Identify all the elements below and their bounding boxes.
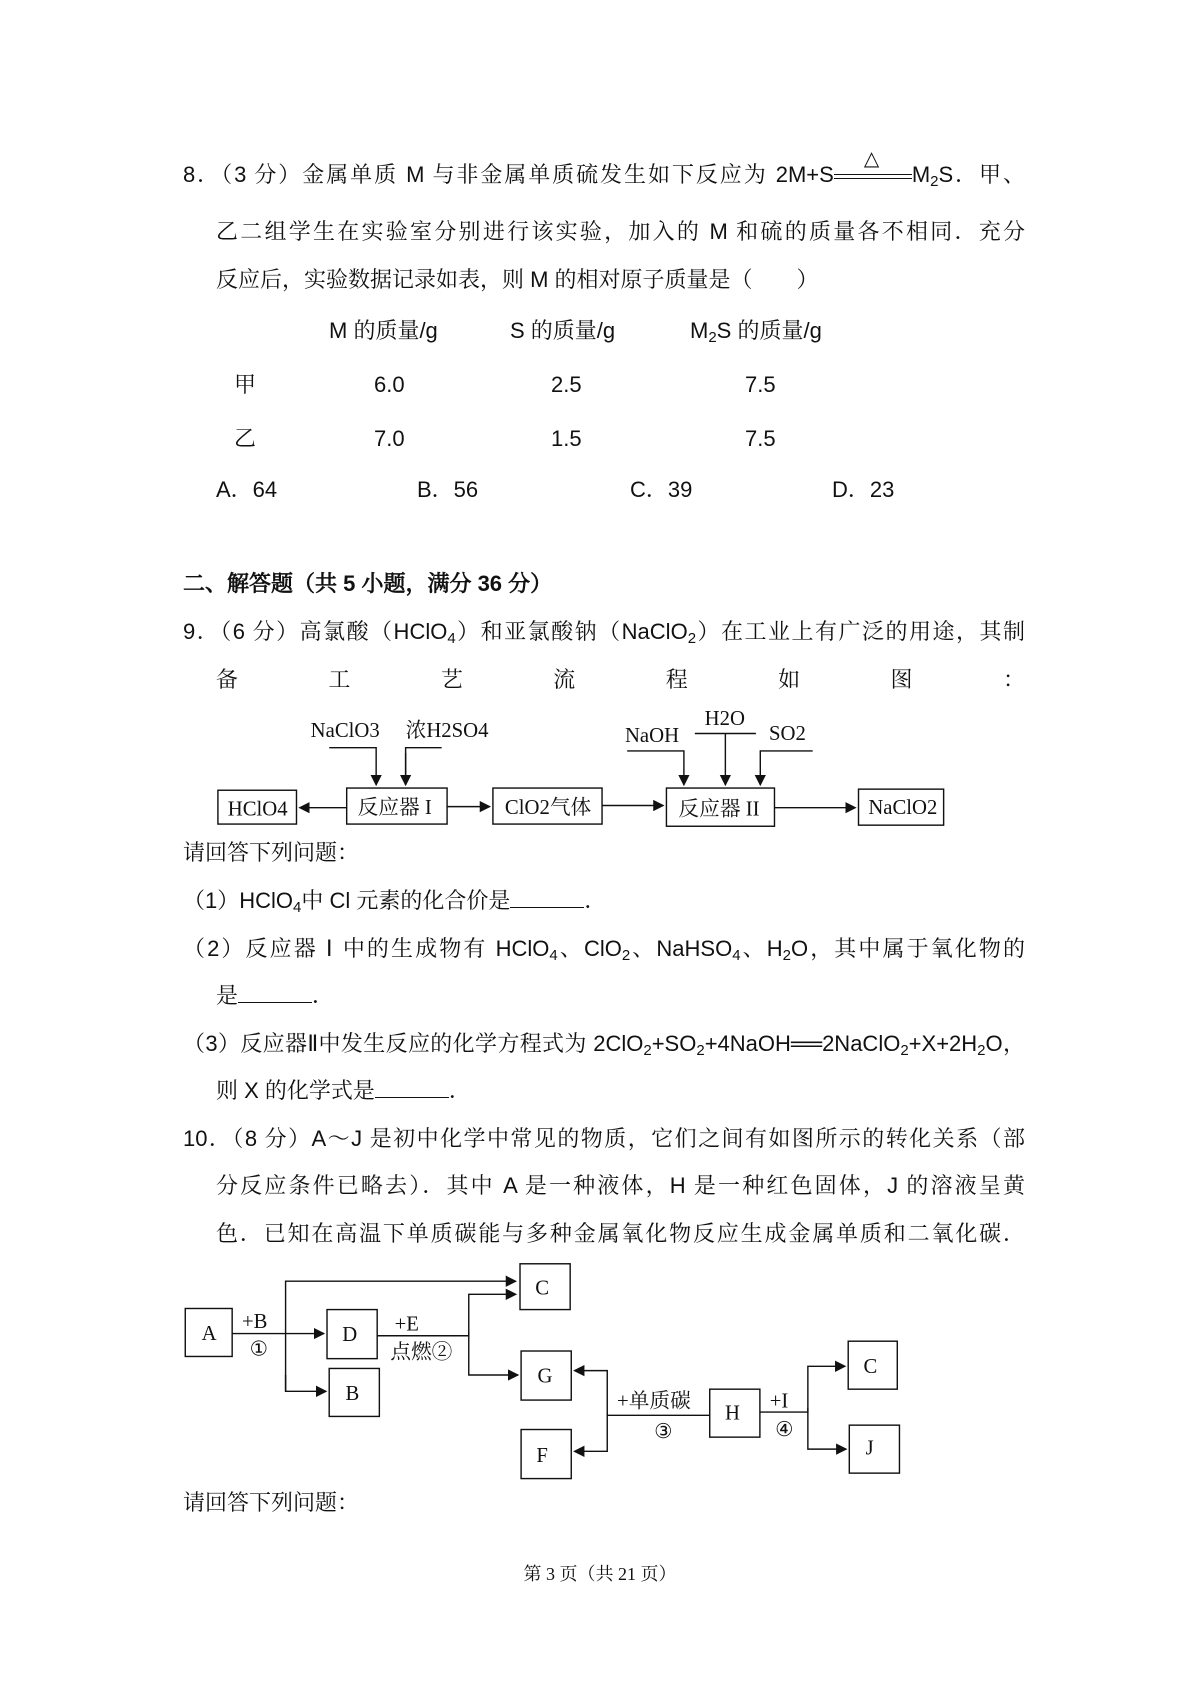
answer-blank	[510, 887, 584, 908]
subscript: 2	[696, 1042, 705, 1059]
char: 工	[328, 667, 351, 692]
node-label: ClO2气体	[504, 797, 592, 820]
subscript: 4	[447, 630, 456, 647]
text-segment: 则 X 的化学式是	[216, 1078, 375, 1103]
text-segment: ．	[312, 983, 335, 1008]
option-d: D．23	[832, 477, 895, 502]
node-label: H	[725, 1402, 740, 1425]
row-label: 甲	[234, 372, 257, 397]
text-segment: O，其中属于氧化物的	[790, 936, 1025, 961]
subscript: 2	[782, 947, 791, 964]
q8-line2: 乙二组学生在实验室分别进行该实验，加入的 M 和硫的质量各不相同．充分	[216, 219, 1025, 244]
text-segment: 是	[216, 983, 239, 1008]
node-label: J	[865, 1437, 874, 1460]
input-label: H2O	[704, 707, 745, 730]
reaction-number: ④	[775, 1419, 794, 1442]
answer-blank	[238, 982, 312, 1003]
node-label: B	[345, 1383, 360, 1406]
text-segment: （2）反应器 Ⅰ 中的生成物有 HClO	[183, 936, 550, 961]
reaction-label: +E	[394, 1313, 419, 1336]
arrow	[286, 1375, 326, 1391]
header-text: M	[690, 318, 709, 343]
q9-line2	[216, 665, 1025, 695]
subscript: 4	[732, 947, 741, 964]
text-segment: 中 Cl 元素的化合价是	[301, 888, 511, 913]
subscript: 2	[900, 1042, 909, 1059]
char: ：	[1002, 667, 1025, 692]
q10-line1: 10．（8 分）A～J 是初中化学中常见的物质，它们之间有如图所示的转化关系（部	[183, 1126, 1025, 1151]
option-c: C．39	[630, 477, 693, 502]
q10-prompt: 请回答下列问题：	[183, 1490, 360, 1515]
section-heading: 二、解答题（共 5 小题，满分 36 分）	[183, 571, 553, 596]
reaction-label: +单质碳	[617, 1390, 691, 1413]
q8-line3: 反应后，实验数据记录如表，则 M 的相对原子质量是（ ）	[216, 267, 819, 292]
option-b: B．56	[417, 477, 479, 502]
node-label: C	[863, 1355, 878, 1378]
node-label: G	[537, 1365, 553, 1388]
arrow	[808, 1408, 846, 1449]
reaction-number: ①	[249, 1338, 269, 1361]
text-segment: ．	[448, 1078, 471, 1103]
cell-s: 1.5	[551, 426, 582, 451]
arrow	[469, 1331, 518, 1375]
subscript: 4	[549, 947, 558, 964]
reaction-label: +B	[241, 1311, 268, 1334]
reaction-label: 点燃②	[390, 1341, 453, 1364]
q10-line3: 色．已知在高温下单质碳能与多种金属氧化物反应生成金属单质和二氧化碳．	[216, 1221, 1025, 1246]
answer-blank	[375, 1077, 449, 1098]
node-label: NaClO2	[868, 797, 938, 820]
text-segment: +4NaOH══2NaClO	[704, 1031, 901, 1056]
q8-text: S．甲、	[938, 162, 1025, 187]
q8-line1	[183, 148, 1025, 190]
char: 艺	[440, 667, 463, 692]
input-label: SO2	[769, 723, 806, 746]
node-label: A	[201, 1323, 217, 1346]
text-segment: （3）反应器Ⅱ中发生反应的化学方程式为 2ClO	[183, 1031, 644, 1056]
cell-s: 2.5	[551, 372, 582, 397]
q8-text: 8．（3 分）金属单质 M 与非金属单质硫发生如下反应为 2M+S	[183, 162, 834, 187]
heat-equation-sign	[834, 148, 912, 186]
q9-sub2-line1	[183, 934, 1025, 964]
q9-sub2-line2	[216, 981, 334, 1011]
reaction-number: ③	[654, 1421, 673, 1444]
subscript: 2	[687, 630, 697, 647]
table-header: M 的质量/g	[329, 318, 438, 343]
table-header	[690, 316, 822, 346]
text-segment: 、H	[740, 936, 783, 961]
node-label: HClO4	[227, 798, 288, 821]
text-segment: 9．（6 分）高氯酸（HClO	[183, 619, 448, 644]
arrow	[627, 751, 684, 785]
text-segment: ）和亚氯酸钠（NaClO	[455, 619, 688, 644]
box-j	[849, 1425, 899, 1473]
row-label: 乙	[234, 426, 257, 451]
heat-triangle-icon: △	[863, 148, 880, 171]
cell-m2s: 7.5	[745, 426, 776, 451]
text-segment: ）在工业上有广泛的用途，其制	[696, 619, 1025, 644]
subscript: 2	[930, 173, 939, 190]
q9-process-diagram	[207, 704, 960, 835]
char: 如	[778, 667, 801, 692]
text-segment: （1）HClO	[183, 888, 294, 913]
q10-conversion-diagram	[182, 1256, 906, 1482]
page-footer: 第 3 页（共 21 页）	[523, 1564, 677, 1584]
q9-prompt: 请回答下列问题：	[183, 840, 360, 865]
arrow	[329, 748, 376, 785]
text-segment: +X+2H	[908, 1031, 978, 1056]
text-segment: ．	[584, 888, 607, 913]
text-segment: O，	[985, 1031, 1025, 1056]
input-label: NaClO3	[310, 719, 380, 742]
input-label: 浓H2SO4	[405, 719, 489, 742]
node-label: D	[342, 1324, 358, 1347]
node-label: F	[536, 1445, 548, 1468]
cell-m: 7.0	[374, 426, 405, 451]
option-a: A．64	[216, 477, 278, 502]
char: 程	[665, 667, 688, 692]
q10-line2: 分反应条件已略去）．其中 A 是一种液体，H 是一种红色固体，J 的溶液呈黄	[216, 1173, 1025, 1198]
text-segment: 、NaHSO	[630, 936, 733, 961]
q9-sub3-line2	[216, 1076, 471, 1106]
q9-sub1	[183, 886, 606, 916]
cell-m: 6.0	[374, 372, 405, 397]
subscript: 2	[643, 1042, 652, 1059]
table-header: S 的质量/g	[510, 318, 616, 343]
node-label: 反应器 I	[357, 797, 432, 820]
char: 备	[216, 667, 239, 692]
text-segment: 、ClO	[557, 936, 622, 961]
q9-line1	[183, 617, 1025, 647]
reaction-label: +I	[769, 1390, 789, 1413]
cell-m2s: 7.5	[745, 372, 776, 397]
subscript: 2	[621, 947, 631, 964]
subscript: 2	[708, 329, 717, 346]
node-label: 反应器 II	[678, 798, 760, 821]
q8-text: M	[911, 162, 931, 187]
input-label: NaOH	[624, 725, 680, 748]
line	[406, 748, 442, 785]
arrow	[760, 751, 812, 785]
node-label: C	[535, 1277, 550, 1300]
char: 图	[890, 667, 913, 692]
header-text: S 的质量/g	[716, 318, 822, 343]
text-segment: +SO	[651, 1031, 697, 1056]
arrow	[575, 1413, 608, 1451]
char: 流	[553, 667, 576, 692]
subscript: 2	[977, 1042, 986, 1059]
q9-sub3-line1	[183, 1029, 1025, 1059]
subscript: 4	[293, 899, 302, 916]
